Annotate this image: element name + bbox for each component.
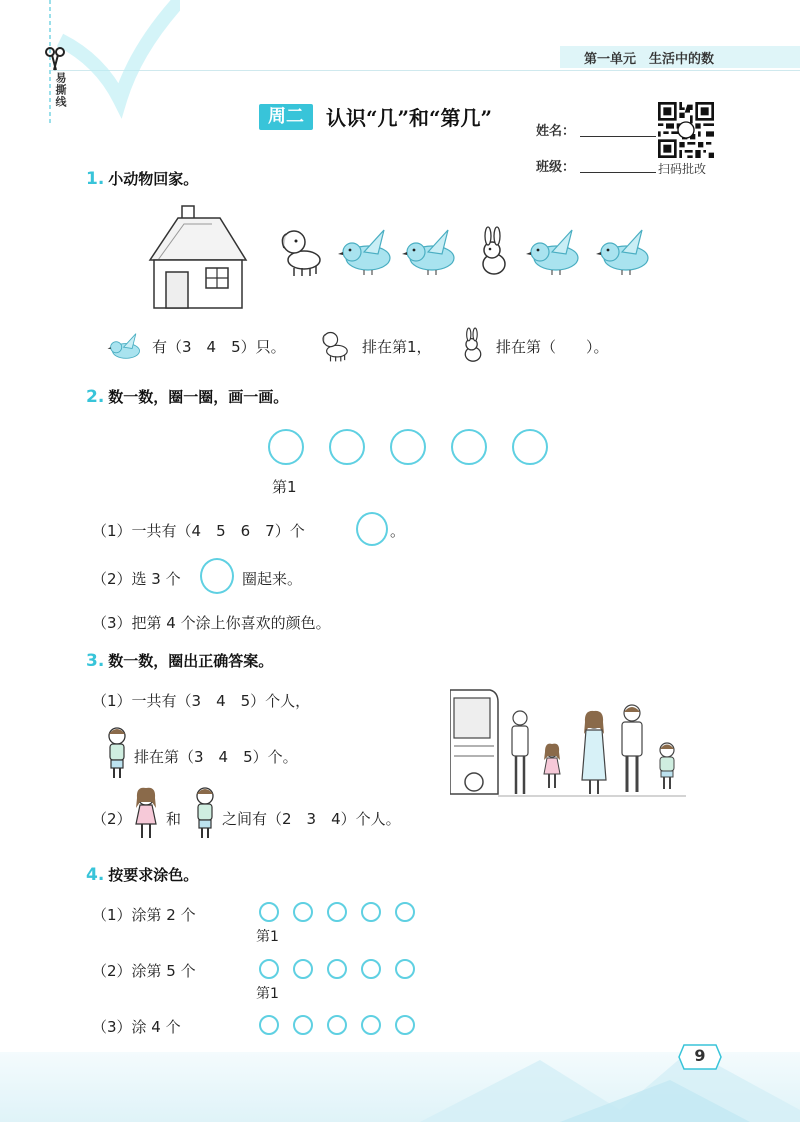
class-field[interactable] xyxy=(580,171,656,173)
week-tag: 周二 xyxy=(259,104,313,130)
q3-line2: 排在第（3 4 5）个。 xyxy=(134,748,298,766)
q4-circle[interactable] xyxy=(361,959,381,979)
rabbit-icon xyxy=(458,326,488,364)
q2-circle-symbol xyxy=(356,512,388,546)
q4-circle[interactable] xyxy=(259,902,279,922)
q3-number: 3. xyxy=(86,651,105,671)
mountain-decoration xyxy=(420,1040,800,1122)
house-illustration xyxy=(148,204,248,312)
girl-icon xyxy=(132,786,160,842)
class-label: 班级： xyxy=(536,160,576,175)
q4-number: 4. xyxy=(86,865,105,885)
q4-circle[interactable] xyxy=(327,1015,347,1035)
q2-first-label: 第1 xyxy=(272,478,297,496)
q4-circle[interactable] xyxy=(293,902,313,922)
woman-icon xyxy=(582,711,606,794)
girl-icon xyxy=(544,744,560,788)
q1-text-a: 有（3 4 5）只。 xyxy=(152,338,286,356)
tear-line-label: 易撕线 xyxy=(54,72,67,108)
q4-circle[interactable] xyxy=(395,1015,415,1035)
boy-icon xyxy=(192,786,218,842)
bird-icon xyxy=(596,230,648,275)
q4-circle[interactable] xyxy=(327,902,347,922)
name-label: 姓名： xyxy=(536,124,576,139)
q2-circle-symbol xyxy=(200,558,234,594)
q4-circle[interactable] xyxy=(395,902,415,922)
q1-number: 1. xyxy=(86,169,105,189)
q2-line1: （1）一共有（4 5 6 7）个 xyxy=(92,522,305,540)
q3-title-text: 数一数，圈出正确答案。 xyxy=(108,652,274,670)
q2-number: 2. xyxy=(86,387,105,407)
q3-line3b: 和 xyxy=(166,810,182,828)
q3-line3c: 之间有（2 3 4）个人。 xyxy=(222,810,401,828)
bird-icon xyxy=(526,230,578,275)
q2-circle[interactable] xyxy=(268,429,304,465)
man-icon xyxy=(622,705,642,792)
qr-caption: 扫码批改 xyxy=(658,162,707,176)
q4-title xyxy=(86,864,198,885)
qr-code-icon[interactable] xyxy=(658,102,714,158)
q3-line3a: （2） xyxy=(92,810,132,828)
bird-icon xyxy=(338,230,390,275)
q3-line1: （1）一共有（3 4 5）个人， xyxy=(92,692,311,710)
q1-title-text: 小动物回家。 xyxy=(108,170,199,188)
lesson-title: 认识“几”和“第几” xyxy=(326,106,493,130)
q4-circle[interactable] xyxy=(293,1015,313,1035)
q4-circle[interactable] xyxy=(395,959,415,979)
unit-title: 第一单元 生活中的数 xyxy=(583,52,714,67)
q4-row-label: （1）涂第 2 个 xyxy=(92,906,196,924)
bird-icon xyxy=(104,330,148,362)
q2-line1-end: 。 xyxy=(390,522,406,540)
page-number: 9 xyxy=(694,1046,706,1065)
q1-text-b: 排在第1， xyxy=(362,338,432,356)
q2-circle[interactable] xyxy=(390,429,426,465)
q1-title xyxy=(86,168,198,189)
q4-row-sub: 第1 xyxy=(256,929,279,945)
q2-circle[interactable] xyxy=(451,429,487,465)
q2-title xyxy=(86,386,288,407)
q4-title-text: 按要求涂色。 xyxy=(108,866,199,884)
q4-circle[interactable] xyxy=(259,1015,279,1035)
q4-circle[interactable] xyxy=(293,959,313,979)
dog-icon xyxy=(316,328,354,364)
q2-line2a: （2）选 3 个 xyxy=(92,570,181,588)
rabbit-icon xyxy=(483,227,505,274)
q4-circle[interactable] xyxy=(327,959,347,979)
q2-title-text: 数一数，圈一圈，画一画。 xyxy=(108,388,289,406)
name-field[interactable] xyxy=(580,135,656,137)
animal-queue xyxy=(276,224,660,280)
boy-icon xyxy=(660,743,674,789)
q4-row-label: （3）涂 4 个 xyxy=(92,1018,181,1036)
q4-circle[interactable] xyxy=(361,902,381,922)
q4-circle[interactable] xyxy=(361,1015,381,1035)
bus-queue-illustration xyxy=(450,686,690,802)
q2-circle[interactable] xyxy=(329,429,365,465)
boy-icon xyxy=(104,726,130,782)
person-icon xyxy=(512,711,528,794)
dog-icon xyxy=(282,231,320,276)
q4-row-sub: 第1 xyxy=(256,986,279,1002)
q4-row-label: （2）涂第 5 个 xyxy=(92,962,196,980)
q4-circle[interactable] xyxy=(259,959,279,979)
q2-line2b: 圈起来。 xyxy=(242,570,303,588)
scissors-icon xyxy=(44,46,66,72)
q2-circle[interactable] xyxy=(512,429,548,465)
q3-title xyxy=(86,650,273,671)
q1-text-c: 排在第（ ）。 xyxy=(496,338,609,356)
q2-line3: （3）把第 4 个涂上你喜欢的颜色。 xyxy=(92,614,331,632)
bird-icon xyxy=(402,230,454,275)
